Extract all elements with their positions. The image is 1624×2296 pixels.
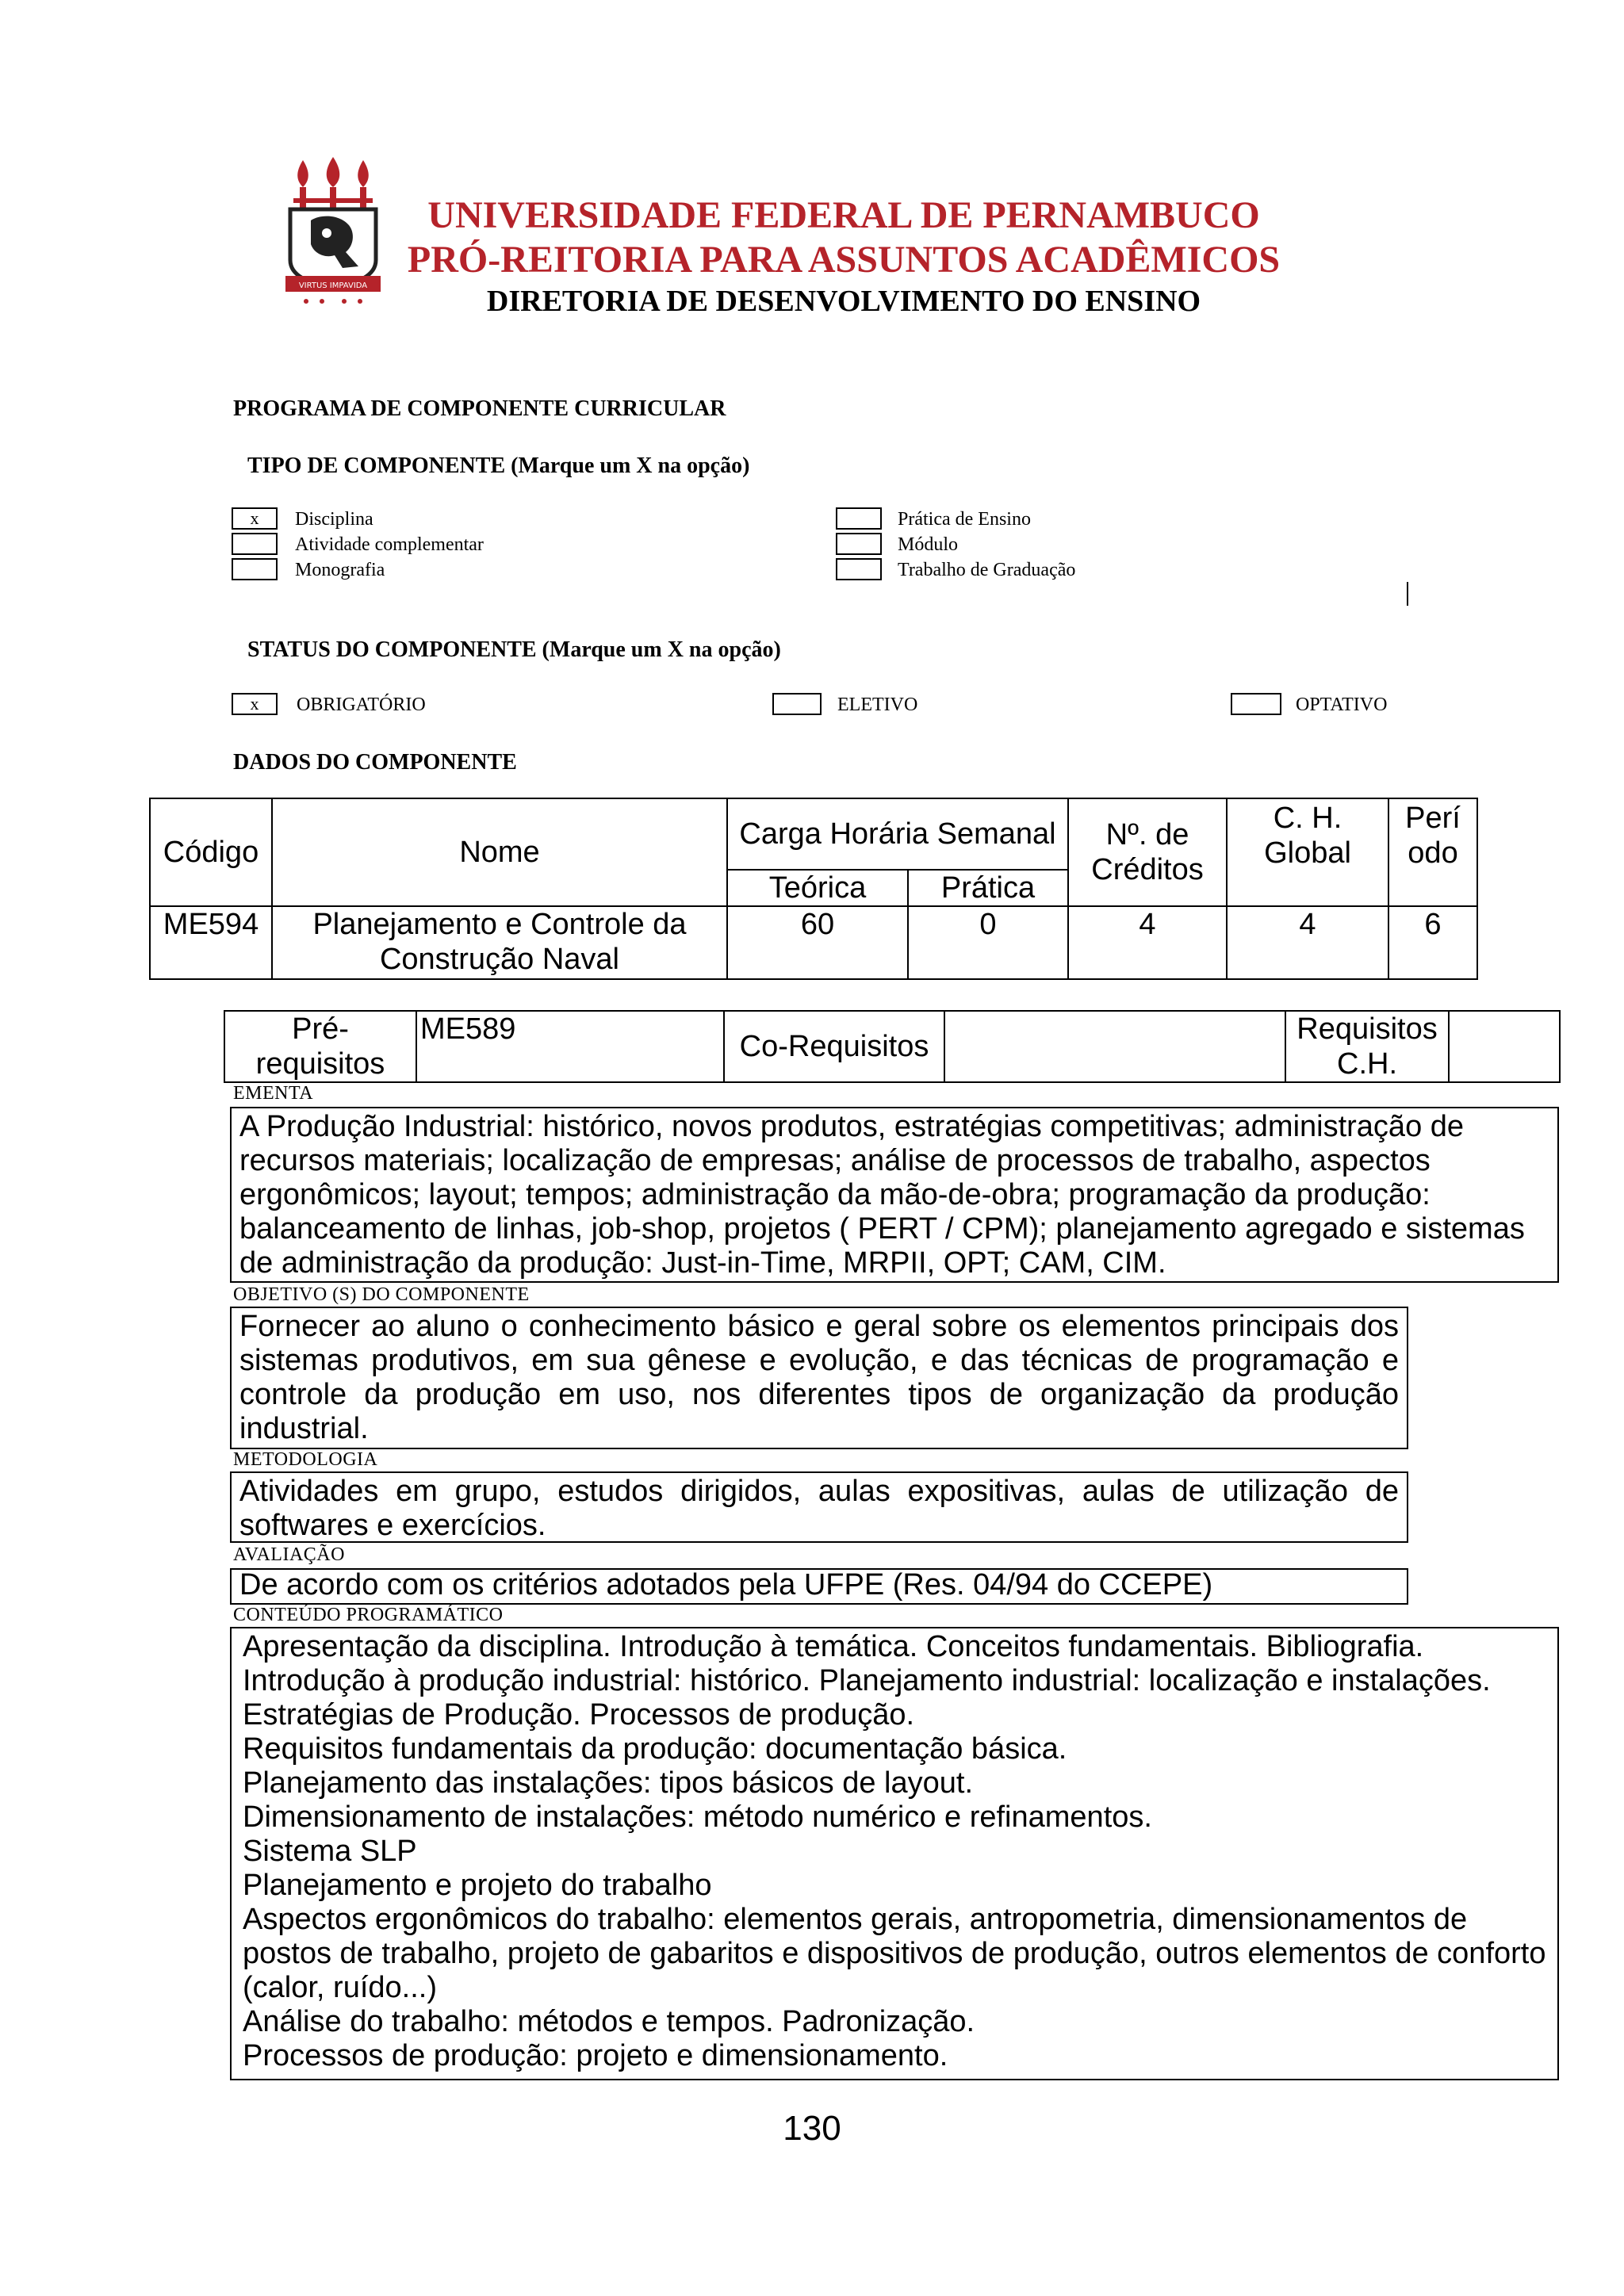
conteudo-box (230, 1627, 1559, 2080)
logo-motto: VIRTUS IMPAVIDA (298, 281, 368, 290)
metodologia-label: METODOLOGIA (233, 1449, 378, 1470)
status-checkbox-eletivo[interactable] (772, 693, 822, 715)
ementa-text: A Produção Industrial: histórico, novos produtos, estratégias competitivas; administração de recursos materiais; localização de empresas; análise de processos de trabalho, aspectos ergonômicos; layout; tempos; administração da mão-de-obra; programação da produção: balanceamento de linhas, job-shop, projetos ( PERT / CPM); planejamento agregado e sistemas de administração da produção: Just-in-Time, MRPII, OPT; CAM, CIM. (239, 1110, 1525, 1280)
conteudo-line: Introdução à produção industrial: histórico. Planejamento industrial: localização e instalações. (243, 1664, 1491, 1697)
header-codigo: Código (150, 798, 272, 906)
header-pratica: Prática (908, 870, 1068, 906)
status-checkbox-obrigatorio[interactable]: x (232, 693, 278, 715)
objetivo-label: OBJETIVO (S) DO COMPONENTE (233, 1284, 530, 1305)
pre-requisitos-value: ME589 (416, 1011, 724, 1082)
status-label: STATUS DO COMPONENTE (Marque um X na opção) (247, 637, 781, 662)
tipo-option-pratica: Prática de Ensino (898, 509, 1031, 530)
header-creditos: Nº. de Créditos (1068, 798, 1227, 906)
co-requisitos-value (944, 1011, 1285, 1082)
tipo-checkbox-disciplina[interactable]: x (232, 507, 278, 530)
tipo-option-monografia: Monografia (295, 560, 385, 580)
tipo-checkbox-modulo[interactable] (836, 533, 882, 555)
requisitos-ch-value (1449, 1011, 1560, 1082)
department-name: DIRETORIA DE DESENVOLVIMENTO DO ENSINO (486, 285, 1201, 318)
tipo-option-modulo: Módulo (898, 534, 959, 555)
tipo-checkbox-monografia[interactable] (232, 558, 278, 580)
header-carga: Carga Horária Semanal (727, 798, 1068, 870)
requisitos-table (224, 1010, 1561, 1083)
cell-teorica: 60 (727, 906, 908, 979)
program-title: PROGRAMA DE COMPONENTE CURRICULAR (233, 396, 726, 421)
header-teorica: Teórica (727, 870, 908, 906)
conteudo-line: Aspectos ergonômicos do trabalho: elementos gerais, antropometria, dimensionamentos de postos de trabalho, projeto de gabaritos e dispositivos de produção, outros elementos de conforto (calor, ruído...) (243, 1903, 1546, 2004)
tipo-option-trabalho: Trabalho de Graduação (898, 560, 1076, 580)
tipo-option-disciplina: Disciplina (295, 509, 373, 530)
tipo-checkbox-trabalho[interactable] (836, 558, 882, 580)
cell-creditos: 4 (1068, 906, 1227, 979)
header-nome: Nome (272, 798, 727, 906)
office-name: PRÓ-REITORIA PARA ASSUNTOS ACADÊMICOS (407, 239, 1281, 281)
cell-periodo: 6 (1388, 906, 1477, 979)
requisitos-ch-label: Requisitos C.H. (1285, 1011, 1449, 1082)
avaliacao-box (230, 1568, 1408, 1605)
cell-pratica: 0 (908, 906, 1068, 979)
conteudo-line: Estratégias de Produção. Processos de produção. (243, 1698, 915, 1732)
pre-requisitos-label: Pré-requisitos (224, 1011, 416, 1082)
objetivo-text: Fornecer ao aluno o conhecimento básico e geral sobre os elementos principais dos sistemas produtivos, em sua gênese e evolução, e das técnicas de programação e controle da produção em uso, nos diferentes tipos de organização da produção industrial. (239, 1310, 1399, 1445)
university-name: UNIVERSIDADE FEDERAL DE PERNAMBUCO (427, 194, 1260, 236)
metodologia-box (230, 1471, 1408, 1543)
avaliacao-label: AVALIAÇÃO (233, 1544, 345, 1565)
conteudo-line: Processos de produção: projeto e dimensionamento. (243, 2039, 948, 2072)
co-requisitos-label: Co-Requisitos (724, 1011, 944, 1082)
status-option-obrigatorio: OBRIGATÓRIO (297, 695, 426, 715)
header-periodo: Perí odo (1388, 798, 1477, 906)
header-ch-global: C. H. Global (1227, 798, 1388, 906)
metodologia-text: Atividades em grupo, estudos dirigidos, aulas expositivas, aulas de utilização de softwares e exercícios. (239, 1475, 1399, 1542)
status-option-optativo: OPTATIVO (1296, 695, 1388, 715)
conteudo-line: Sistema SLP (243, 1835, 417, 1868)
cell-codigo: ME594 (150, 906, 272, 979)
cell-nome: Planejamento e Controle da Construção Naval (272, 906, 727, 979)
avaliacao-text: De acordo com os critérios adotados pela UFPE (Res. 04/94 do CCEPE) (239, 1568, 1213, 1601)
conteudo-line: Planejamento e projeto do trabalho (243, 1869, 712, 1902)
conteudo-line: Dimensionamento de instalações: método numérico e refinamentos. (243, 1800, 1152, 1834)
ementa-box (230, 1107, 1559, 1283)
status-checkbox-optativo[interactable] (1231, 693, 1281, 715)
dados-label: DADOS DO COMPONENTE (233, 750, 517, 775)
page-number: 130 (783, 2109, 841, 2148)
tipo-option-atividade: Atividade complementar (295, 534, 484, 555)
status-option-eletivo: ELETIVO (837, 695, 918, 715)
stray-mark (1407, 582, 1408, 606)
tipo-checkbox-pratica[interactable] (836, 507, 882, 530)
cell-ch-global: 4 (1227, 906, 1388, 979)
objetivo-box (230, 1307, 1408, 1449)
tipo-label: TIPO DE COMPONENTE (Marque um X na opção) (247, 453, 750, 478)
conteudo-line: Requisitos fundamentais da produção: documentação básica. (243, 1732, 1067, 1766)
conteudo-line: Apresentação da disciplina. Introdução à temática. Conceitos fundamentais. Bibliografia. (243, 1630, 1424, 1663)
conteudo-line: Análise do trabalho: métodos e tempos. Padronização. (243, 2005, 975, 2038)
ementa-label: EMENTA (233, 1083, 314, 1104)
dados-table (149, 798, 1478, 980)
conteudo-label: CONTEÚDO PROGRAMÁTICO (233, 1605, 504, 1625)
conteudo-line: Planejamento das instalações: tipos básicos de layout. (243, 1766, 973, 1800)
tipo-checkbox-atividade[interactable] (232, 533, 278, 555)
